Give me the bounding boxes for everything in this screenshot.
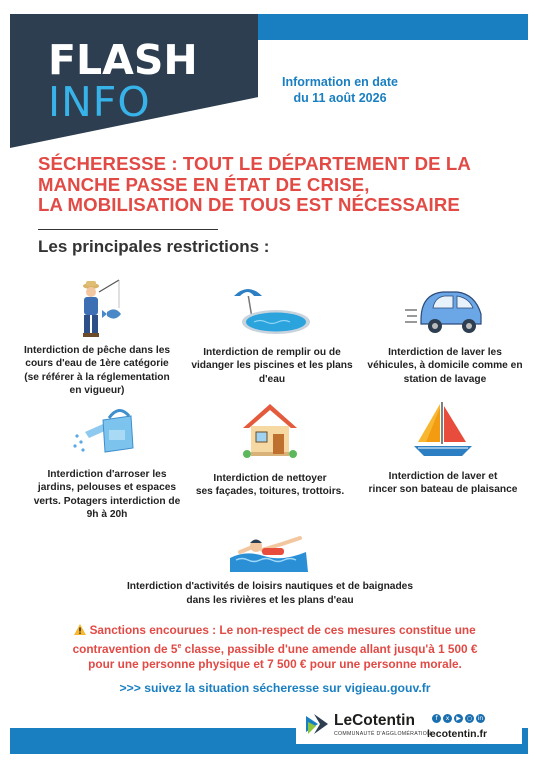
flash-title: FLASH bbox=[48, 36, 198, 84]
sanctions-line-1 bbox=[60, 623, 490, 639]
restriction-text-line: d'eau bbox=[258, 373, 286, 385]
headline-line-3: LA MOBILISATION DE TOUS EST NÉCESSAIRE bbox=[38, 194, 460, 215]
restriction-text-line: (se référer à la réglementation bbox=[24, 371, 170, 383]
pool-icon bbox=[230, 284, 314, 340]
restriction-text-line: rincer son bateau de plaisance bbox=[368, 484, 518, 496]
sanctions-text-1: Sanctions encourues : Le non-respect de ces mesures constitue une bbox=[89, 623, 476, 637]
swimmer-icon bbox=[226, 528, 312, 576]
restriction-swimming bbox=[100, 580, 440, 608]
restriction-text-line: vidanger les piscines et les plans bbox=[191, 360, 353, 372]
sanctions-notice bbox=[60, 623, 490, 672]
social-icons bbox=[432, 714, 485, 723]
info-title: INFO bbox=[48, 78, 151, 126]
footer-logo-subtitle: COMMUNAUTÉ D'AGGLOMÉRATION bbox=[334, 731, 432, 737]
house-icon bbox=[239, 400, 301, 460]
date-line-2: du 11 août 2026 bbox=[293, 91, 387, 105]
sanctions-line-2 bbox=[60, 639, 490, 657]
car-icon bbox=[403, 284, 487, 340]
restriction-text-line: Interdiction d'arroser les bbox=[47, 469, 167, 480]
divider bbox=[38, 229, 218, 230]
warning-icon bbox=[74, 624, 86, 635]
facebook-icon[interactable]: f bbox=[432, 714, 441, 723]
follow-link[interactable]: >>> suivez la situation sécheresse sur vigieau.gouv.fr bbox=[119, 681, 431, 695]
linkedin-icon[interactable]: in bbox=[477, 715, 484, 722]
fishing-icon bbox=[69, 278, 125, 340]
restriction-text-line: ses façades, toitures, trottoirs. bbox=[195, 486, 345, 498]
sailboat-icon bbox=[412, 398, 474, 460]
sanctions-sup: e bbox=[177, 642, 182, 650]
sanctions-line-3: pour une personne physique et 7 500 € pour une personne morale. bbox=[88, 656, 462, 671]
watering-can-icon bbox=[71, 402, 143, 460]
restriction-text-line: en vigueur) bbox=[69, 385, 125, 397]
headline-line-2: MANCHE PASSE EN ÉTAT DE CRISE, bbox=[38, 173, 370, 195]
restriction-text-line: véhicules, à domicile comme en bbox=[367, 360, 523, 372]
restriction-pool bbox=[187, 284, 357, 386]
restriction-car bbox=[360, 284, 530, 386]
x-icon[interactable]: x bbox=[443, 714, 452, 723]
restrictions-subtitle: Les principales restrictions : bbox=[38, 237, 270, 256]
restriction-text-line: Interdiction de laver les bbox=[388, 347, 502, 358]
restriction-boat bbox=[358, 398, 528, 497]
date-info bbox=[270, 74, 410, 106]
sanctions-text-2a: contravention de 5 bbox=[72, 641, 178, 656]
lecotentin-logo-icon bbox=[304, 712, 330, 736]
restriction-text-line: verts. Potagers interdiction de bbox=[33, 495, 181, 507]
footer-website[interactable]: lecotentin.fr bbox=[427, 728, 488, 740]
restriction-house bbox=[185, 400, 355, 499]
restriction-watering bbox=[22, 402, 192, 522]
restriction-fishing bbox=[12, 278, 182, 398]
restriction-text-line: 9h à 20h bbox=[86, 509, 128, 521]
restriction-text-line: dans les rivières et les plans d'eau bbox=[186, 595, 354, 606]
footer-logo-name: LeCotentin bbox=[334, 712, 415, 729]
sanctions-text-2b: classe, passible d'une amende allant jusqu'à 1 500 € bbox=[181, 641, 478, 656]
restriction-text-line: Interdiction de laver et bbox=[388, 471, 498, 482]
headline bbox=[38, 154, 518, 216]
date-line-1: Information en date bbox=[282, 75, 398, 89]
youtube-icon[interactable]: ▶ bbox=[454, 714, 463, 723]
restriction-text-line: Interdiction d'activités de loisirs nautiques et de baignades bbox=[126, 581, 414, 592]
headline-line-1: SÉCHERESSE : TOUT LE DÉPARTEMENT DE LA bbox=[38, 153, 471, 174]
restriction-text-line: jardins, pelouses et espaces bbox=[37, 482, 177, 494]
restriction-text-line: Interdiction de nettoyer bbox=[213, 473, 327, 484]
restriction-text-line: Interdiction de remplir ou de bbox=[203, 347, 341, 358]
restriction-text-line: cours d'eau de 1ère catégorie bbox=[25, 358, 169, 370]
restriction-text-line: Interdiction de pêche dans les bbox=[23, 345, 171, 356]
instagram-icon[interactable]: ○ bbox=[466, 715, 473, 722]
restriction-text-line: station de lavage bbox=[403, 373, 487, 385]
